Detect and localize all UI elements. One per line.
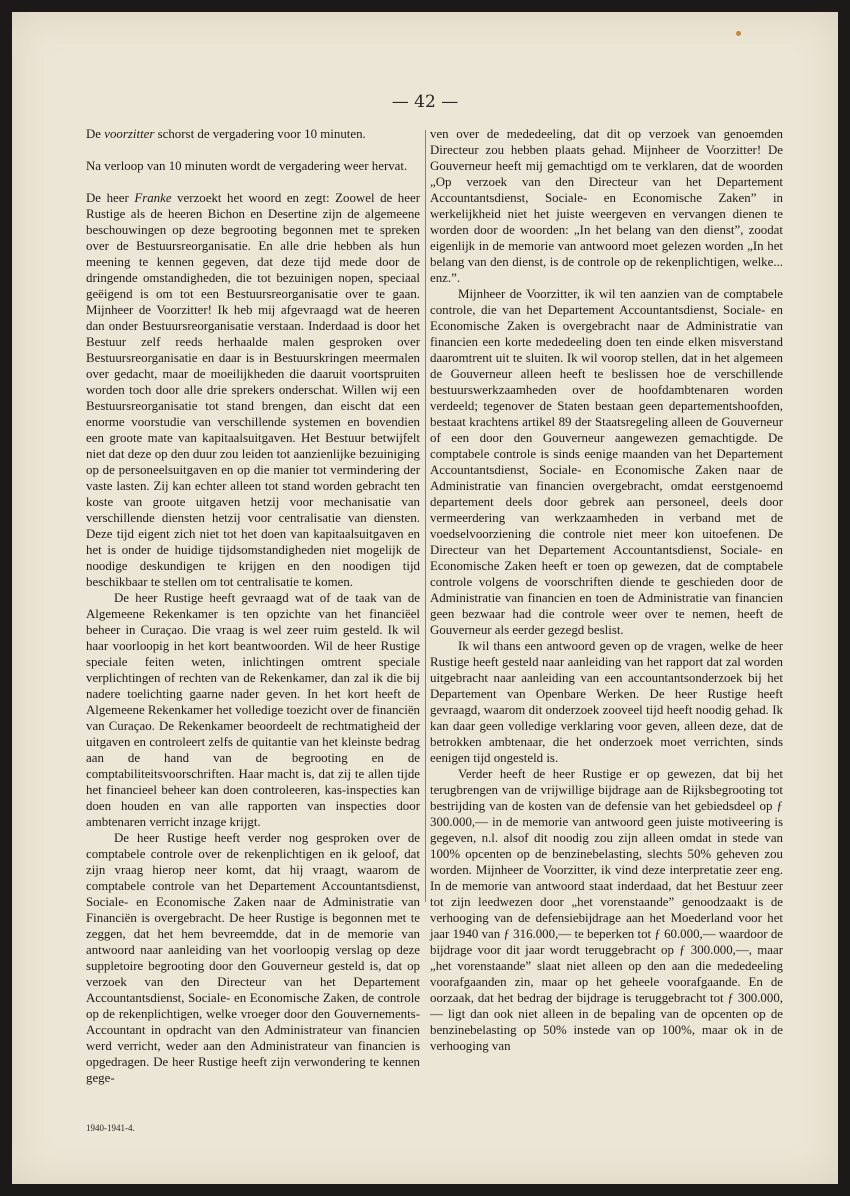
paragraph: De heer Rustige heeft verder nog gesproken over de comptabele controle over de rekenplichtigen en ik geloof, dat zijn vraag hierop neer komt, dat hij vraagt, waarom de comptabele controle van het Departement Accountantsdienst, Sociale- en Economische Zaken naar de Administratie van Financiën is overgebracht. De heer Rustige is begonnen met te zeggen, dat het hem bevreemdde, dat in de memorie van antwoord naar aanleiding van het voorloopig verslag op deze suppletoire begrooting door den Gouverneur gesteld is, dat op verzoek van den Directeur van het Departement Accountantsdienst, Sociale- en Economische Zaken, de controle op de rekenplichtigen, welke vroeger door den Gouvernements-Accountant in opdracht van den Administrateur van financien werd verricht, weder aan den Administrateur van financien is opgedragen. De heer Rustige heeft zijn verwondering te kennen gege- (86, 831, 420, 1085)
footer-note: 1940-1941-4. (86, 1123, 135, 1133)
paragraph: Ik wil thans een antwoord geven op de vragen, welke de heer Rustige heeft gesteld naar aanleiding van het rapport dat zal worden uitgebracht naar aanleiding van een accountantsonderzoek bij het Departement van Openbare Werken. De heer Rustige heeft gevraagd, waarom dit onderzoek zooveel tijd heeft noodig gehad. Ik kan daar geen volledige verklaring voor geven, alleen deze, dat de betrokken ambtenaar, die het onderzoek moet verrichten, sinds eenigen tijd ongesteld is. (430, 639, 783, 765)
paragraph: Na verloop van 10 minuten wordt de vergadering weer hervat. (86, 159, 408, 173)
page-number: — 42 — (391, 92, 459, 112)
page-spot (736, 31, 741, 36)
left-column (86, 126, 420, 1086)
column-divider (425, 130, 426, 902)
paragraph: ven over de mededeeling, dat dit op verzoek van genoemden Directeur zou hebben plaats gehad. Mijnheer de Voorzitter! De Gouverneur heeft mij gemachtigd om te verklaren, dat de woorden „Op verzoek van den Directeur van het Departement Accountantsdienst, Sociale- en Economische Zaken” in werkelijkheid niet het juiste weergeven en vervangen dienen te worden door de woorden: „In het belang van den dienst”, zoodat eigenlijk in de memorie van antwoord moet gelezen worden „In het belang van den dienst, is de controle op de rekenplichtigen, welke... enz.”. (430, 127, 783, 285)
paragraph: Verder heeft de heer Rustige er op gewezen, dat bij het terugbrengen van de vrijwillige bijdrage aan de Rijksbegrooting tot bestrijding van de kosten van de defensie van het gebiedsdeel op ƒ 300.000,— in de memorie van antwoord geen juiste motiveering is gegeven, n.l. alsof dit noodig zou zijn alleen omdat in stede van 100% opcenten op de benzinebelasting, slechts 50% geheven zou worden. Mijnheer de Voorzitter, ik vind deze interpretatie zeer eng. In de memorie van antwoord staat inderdaad, dat het Bestuur zeer tot zijn leedwezen door „het vorenstaande” genoodzaakt is de verhooging van de defensiebijdrage aan het Moederland voor het jaar 1940 van ƒ 316.000,— te beperken tot ƒ 60.000,— waardoor de bijdrage voor dit jaar wordt teruggebracht op ƒ 300.000,—, maar „het vorenstaande” slaat niet alleen op den aan die mededeeling voorafgaanden zin, maar op het geheele voorafgaande. En de oorzaak, dat het bedrag der bijdrage is teruggebracht tot ƒ 300.000,— ligt dan ook niet alleen in de bepaling van de opcenten op de benzinebelasting op 50% instede van op 100%, maar ok in de verhooging van (430, 767, 783, 1053)
right-column (430, 126, 783, 1054)
paragraph: De heer Franke verzoekt het woord en zegt: Zoowel de heer Rustige als de heeren Bichon en Desertine zijn de algemeene beschouwingen op deze begrooting begonnen met te spreken over de Bestuursreorganisatie. En alle drie hebben als hun meening te kennen gegeven, dat deze tijd mede door de dringende omstandigheden, die tot bezuinigen nopen, speciaal geëigend is om tot een Bestuursreorganisatie over te gaan. Mijnheer de Voorzitter! Ik heb mij afgevraagd wat de heeren dan onder Bestuursreorganisatie verstaan. Inderdaad is door het Bestuur zelf reeds herhaalde malen gesproken over Bestuursreorganisatie en daar is in Bestuurskringen meermalen over gedacht, maar de moeilijkheden die daaruit voortspruiten worden toch door alle drie sprekers onderschat. Willen wij een Bestuursreorganisatie tot stand brengen, dan eischt dat een enorme voorstudie van verschillende systemen en bovendien een groote mate van kapitaalsuitgaven. Het Bestuur betwijfelt niet dat deze op den duur zou leiden tot aanzienlijke bezuiniging op de personeelsuitgaven en op die manier tot vermindering der vaste lasten. Zij kan echter alleen tot stand worden gebracht ten koste van groote uitgaven hetzij voor mechanisatie van verschillende diensten hetzij voor centralisatie van diensten. Deze tijd eigent zich niet tot het doen van kapitaalsuitgaven en het is onder de huidige tijdsomstandigheden niet mogelijk de noodige deskundigen te krijgen en den noodigen tijd beschikbaar te stellen om tot centralisatie te komen. (86, 191, 420, 589)
paragraph: Mijnheer de Voorzitter, ik wil ten aanzien van de comptabele controle, die van het Departement Accountantsdienst, Sociale- en Economische Zaken is overgebracht naar de Administratie van financien een korte mededeeling doen ten einde elken misverstand daaromtrent uit te sluiten. Ik wil voorop stellen, dat in het algemeen de Gouverneur alleen heeft te beslissen hoe de verschillende bestuurswerkzaamheden over de hoofdambtenaren worden verdeeld; tegenover de Staten bestaan geen departementshoofden, bestaat krachtens artikel 89 der Staatsregeling alleen de Gouverneur of een door den Gouverneur aangewezen gemachtigde. De comptabele controle is sinds eenige maanden van het Departement Accountantsdienst, Sociale- en Economische Zaken naar de Administratie van financien overgebracht, omdat eerstgenoemd departement deels door gebrek aan personeel, deels door vermeerdering van werkzaamheden in verband met de voedselvoorziening die controle niet meer kon uitoefenen. De Directeur van het Departement Accountantsdienst, Sociale- en Economische Zaken heeft er toen op gewezen, dat de comptabele controle volgens de voorschriften diende te geschieden door de Administratie van financien en toen de Administratie van financien geen bezwaar had die controle weer over te nemen, heeft de Gouverneur als eerder gezegd beslist. (430, 287, 783, 637)
paragraph: De heer Rustige heeft gevraagd wat of de taak van de Algemeene Rekenkamer is ten opzichte van het financiëel beheer in Curaçao. Die vraag is wel zeer ruim gesteld. Ik wil haar voorloopig in het kort beantwoorden. Wil de heer Rustige speciale feiten weten, inlichtingen omtrent speciale verplichtingen of rechten van de Rekenkamer, dan zal ik die bij nadere toelichting gaarne nader geven. In het kort heeft de Algemeene Rekenkamer het volledige toezicht over de financiën van Curaçao. De Rekenkamer beoordeelt de rechtmatigheid der uitgaven en controleert zelfs de quitantie van het kleinste bedrag aan de hand van de begrooting en de comptabiliteitsvoorschriften. Haar macht is, dat zij te allen tijde het financieel beheer kan doen controleeren, kas-inspecties kan doen houden en van alle rapporten van inspecties door ambtenaren verricht inzage krijgt. (86, 591, 420, 829)
paragraph: De voorzitter schorst de vergadering voor 10 minuten. (86, 127, 366, 141)
